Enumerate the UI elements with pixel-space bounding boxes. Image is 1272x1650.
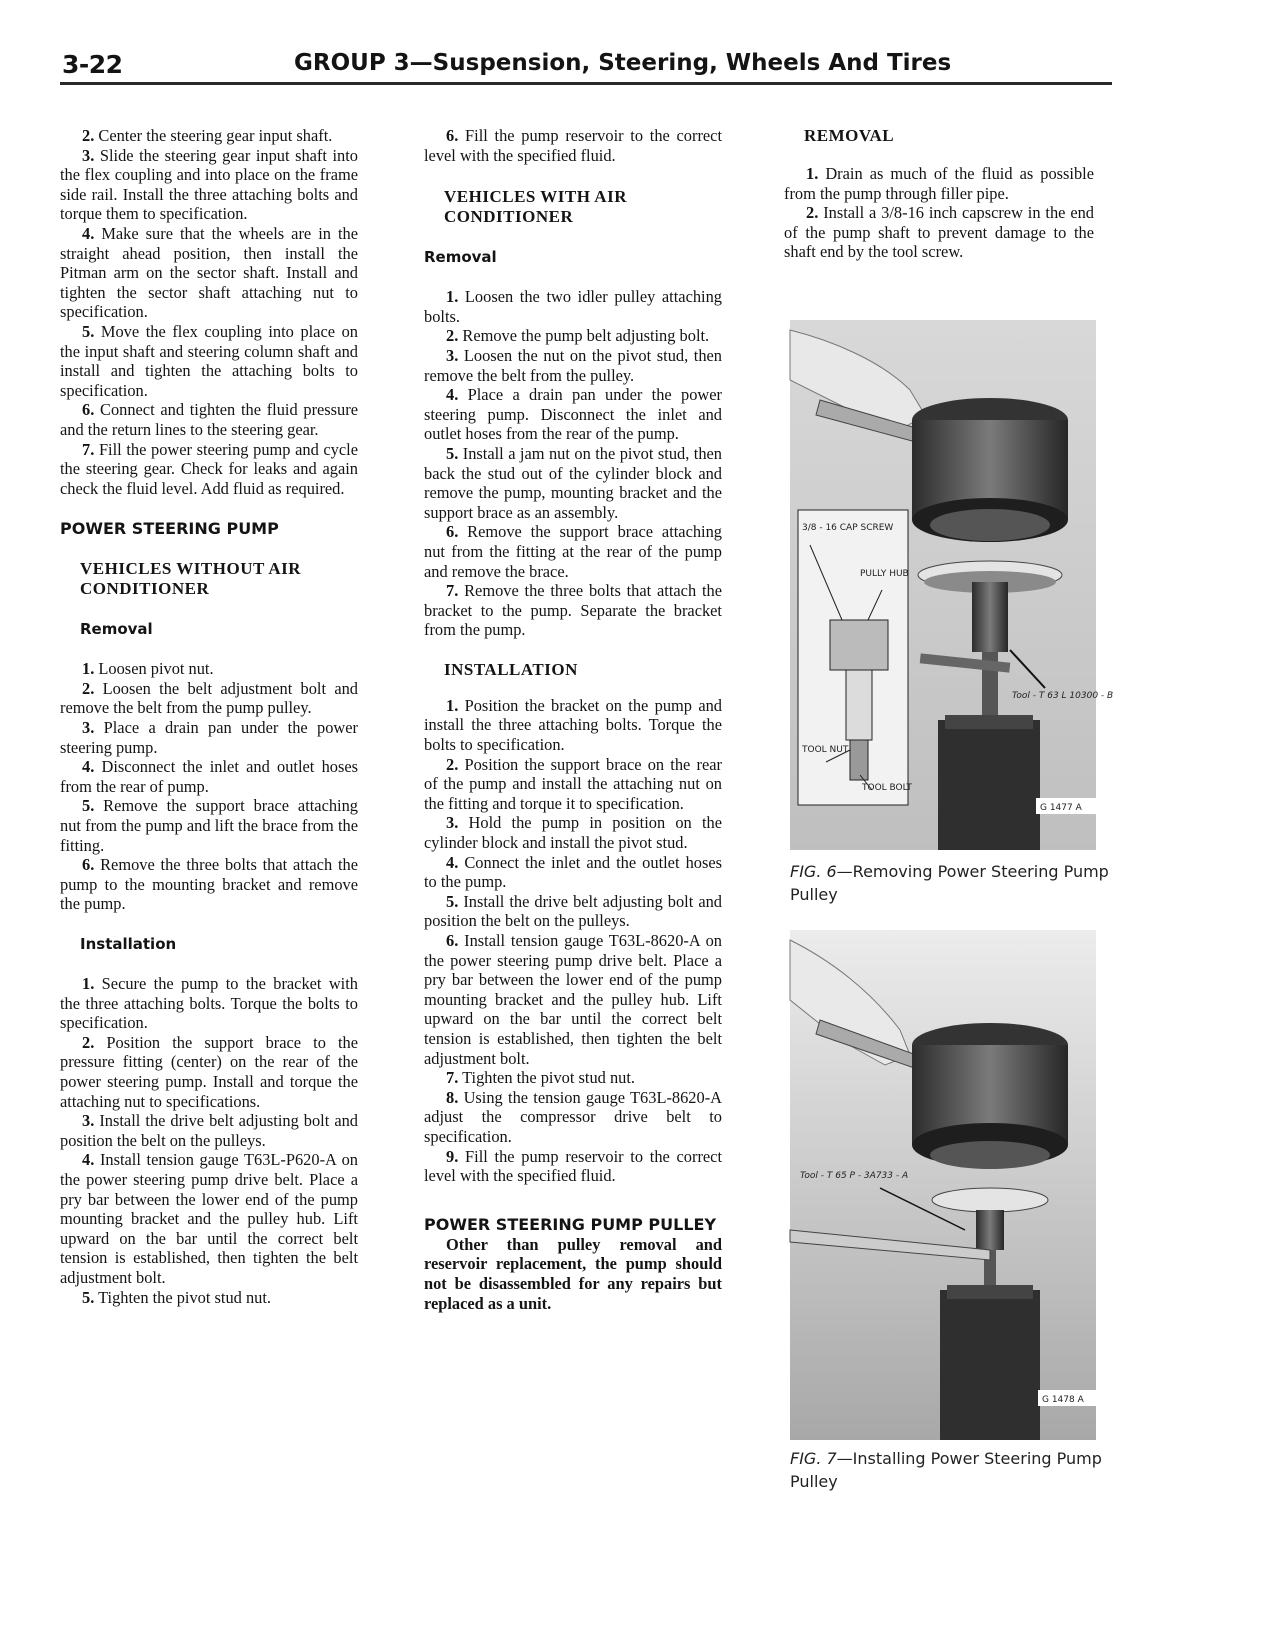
step-item bbox=[424, 755, 722, 814]
tool-bolt-label: TOOL BOLT bbox=[862, 783, 912, 793]
column-1 bbox=[60, 126, 358, 1307]
step-number: 3. bbox=[82, 718, 95, 738]
step-text: Install tension gauge T63L-P620-A on the power steering pump drive belt. Place a pry bar between the lower end of the pump mounting bracket and the pulley hub. Lift upward on the bar until the correct belt tension is established, then tighten the belt adjustment bolt. bbox=[60, 1150, 358, 1287]
step-text: Install the drive belt adjusting bolt and position the belt on the pulleys. bbox=[424, 891, 722, 931]
step-item bbox=[60, 1288, 358, 1308]
step-item bbox=[60, 146, 358, 224]
step-text: Install a 3/8-16 inch capscrew in the end of the pump shaft to prevent damage to the shaft end by the tool screw. bbox=[784, 203, 1094, 262]
step-item bbox=[60, 1150, 358, 1287]
step-item bbox=[424, 853, 722, 892]
installation-steps bbox=[60, 974, 358, 1307]
step-number: 3. bbox=[446, 813, 459, 833]
step-item bbox=[424, 385, 722, 444]
step-number: 1. bbox=[446, 287, 459, 307]
step-number: 6. bbox=[446, 126, 459, 145]
figure-7-caption-text: —Installing Power Steering Pump Pulley bbox=[790, 1449, 1102, 1491]
figure-7-caption bbox=[790, 1447, 1110, 1493]
removal-heading: Removal bbox=[80, 620, 153, 639]
step-item bbox=[60, 400, 358, 439]
step-text: Drain as much of the fluid as possible from the pump through filler pipe. bbox=[784, 164, 1094, 203]
step-text: Remove the three bolts that attach the bracket to the pump. Separate the bracket from the pump. bbox=[424, 581, 722, 640]
step-number: 3. bbox=[82, 145, 95, 165]
step-text: Secure the pump to the bracket with the three attaching bolts. Torque the bolts to specification. bbox=[60, 974, 358, 1033]
step-text: Slide the steering gear input shaft into the flex coupling and into place on the frame side rail. Install the three attaching bolts and torque them to specification. bbox=[60, 145, 358, 224]
step-item bbox=[424, 346, 722, 385]
step-number: 5. bbox=[82, 1287, 95, 1307]
step-text: Remove the support brace attaching nut from the fitting at the rear of the pump and remove the brace. bbox=[424, 522, 722, 581]
step-text: Make sure that the wheels are in the straight ahead position, then install the Pitman arm on the sector shaft. Install and tighten the sector shaft attaching nut to specification. bbox=[60, 223, 358, 322]
step-item bbox=[424, 1068, 722, 1088]
step-item bbox=[60, 974, 358, 1033]
step-number: 9. bbox=[446, 1146, 459, 1166]
step-number: 4. bbox=[446, 852, 459, 872]
step-number: 3. bbox=[82, 1111, 95, 1131]
section-title-power-steering-pump: POWER STEERING PUMP bbox=[60, 519, 279, 539]
subsection-title-with-ac: VEHICLES WITH AIR CONDITIONER bbox=[444, 187, 627, 227]
step-number: 5. bbox=[446, 891, 459, 911]
step-item bbox=[424, 892, 722, 931]
step-item bbox=[424, 326, 722, 346]
step-item bbox=[60, 322, 358, 400]
step-number: 2. bbox=[446, 326, 459, 346]
step-item bbox=[60, 1033, 358, 1111]
step-number: 1. bbox=[82, 659, 95, 679]
step-item bbox=[60, 796, 358, 855]
tool-code-label: Tool - T 63 L 10300 - B bbox=[1012, 691, 1114, 701]
column-2 bbox=[424, 126, 722, 1313]
step-number: 4. bbox=[446, 385, 459, 405]
removal-title: REMOVAL bbox=[804, 126, 895, 145]
step-number: 2. bbox=[82, 126, 95, 145]
step-number: 2. bbox=[82, 678, 95, 698]
header-rule bbox=[60, 82, 1112, 85]
installation-steps bbox=[424, 696, 722, 1186]
step-text: Disconnect the inlet and outlet hoses from the rear of pump. bbox=[60, 757, 358, 796]
step-number: 5. bbox=[82, 796, 95, 816]
removal-steps bbox=[60, 659, 358, 914]
subsection-title-without-ac: VEHICLES WITHOUT AIR CONDITIONER bbox=[80, 559, 301, 599]
step-text: Loosen the belt adjustment bolt and remove the belt from the pump pulley. bbox=[60, 678, 358, 718]
step-item bbox=[424, 522, 722, 581]
step-number: 4. bbox=[82, 223, 95, 243]
removal-heading: Removal bbox=[424, 248, 497, 267]
figure-6-label: FIG. 6 bbox=[790, 862, 837, 881]
step-number: 7. bbox=[446, 581, 459, 601]
step-text: Install the drive belt adjusting bolt and position the belt on the pulleys. bbox=[60, 1111, 358, 1150]
section-title-pump-pulley: POWER STEERING PUMP PULLEY bbox=[424, 1214, 717, 1234]
step-text: Fill the pump reservoir to the correct level with the specified fluid. bbox=[424, 126, 723, 165]
step-number: 4. bbox=[82, 1150, 95, 1170]
step-number: 4. bbox=[82, 757, 95, 777]
step-item bbox=[60, 659, 358, 679]
step-number: 6. bbox=[446, 931, 459, 950]
pulley-hub-label: PULLY HUB bbox=[860, 569, 909, 579]
step-item bbox=[424, 444, 722, 522]
step-text: Place a drain pan under the power steering pump. Disconnect the inlet and outlet hoses from the rear of the pump. bbox=[424, 385, 722, 444]
column-3 bbox=[784, 126, 1094, 262]
step-number: 6. bbox=[82, 400, 95, 420]
installation-title: INSTALLATION bbox=[444, 659, 578, 679]
step-text: Remove the pump belt adjusting bolt. bbox=[462, 326, 710, 346]
step-item bbox=[424, 287, 722, 326]
page-number: 3-22 bbox=[62, 50, 123, 79]
step-number: 8. bbox=[446, 1087, 459, 1107]
step-text: Place a drain pan under the power steering pump. bbox=[60, 718, 358, 757]
step-item bbox=[424, 931, 722, 1068]
step-text: Install tension gauge T63L-8620-A on the power steering pump drive belt. Place a pry bar between the lower end of the pump mounting bracket and the pulley hub. Lift upward on the bar until the correct belt tension is established, then tighten the belt adjustment bolt. bbox=[424, 931, 722, 1068]
step-item bbox=[424, 126, 722, 165]
step-text: Center the steering gear input shaft. bbox=[98, 126, 333, 145]
step-number: 5. bbox=[446, 443, 459, 463]
step-text: Move the flex coupling into place on the input shaft and steering column shaft and install and tighten the attaching bolts to specification. bbox=[60, 321, 358, 400]
page-header bbox=[62, 44, 1112, 84]
pulley-note: Other than pulley removal and reservoir replacement, the pump should not be disassembled for any repairs but replaced as a unit. bbox=[424, 1234, 722, 1313]
step-number: 1. bbox=[82, 974, 95, 993]
step-text: Fill the power steering pump and cycle the steering gear. Check for leaks and again check the fluid level. Add fluid as required. bbox=[60, 439, 358, 498]
step-item bbox=[60, 224, 358, 322]
step-number: 2. bbox=[806, 203, 819, 223]
step-text: Hold the pump in position on the cylinder block and install the pivot stud. bbox=[424, 813, 722, 853]
step-item bbox=[424, 696, 722, 755]
removal-steps bbox=[424, 287, 722, 640]
cap-screw-label: 3/8 - 16 CAP SCREW bbox=[802, 523, 894, 533]
step-text: Position the support brace on the rear of the pump and install the attaching nut on the fitting and torque it to specification. bbox=[424, 754, 722, 813]
step-item bbox=[424, 813, 722, 852]
page-title: GROUP 3—Suspension, Steering, Wheels And Tires bbox=[294, 50, 952, 76]
step-number: 7. bbox=[82, 439, 95, 459]
step-number: 6. bbox=[82, 855, 95, 875]
figure-6-caption-text: —Removing Power Steering Pump Pulley bbox=[790, 862, 1109, 904]
intro-steps bbox=[424, 126, 722, 165]
step-text: Install a jam nut on the pivot stud, then back the stud out of the cylinder block and remove the pump, mounting bracket and the support brace as an assembly. bbox=[424, 443, 722, 522]
step-text: Position the bracket on the pump and install the three attaching bolts. Torque the bolts to specification. bbox=[424, 695, 722, 755]
step-number: 7. bbox=[446, 1068, 459, 1088]
step-item bbox=[424, 581, 722, 640]
step-text: Remove the three bolts that attach the pump to the mounting bracket and remove the pump. bbox=[60, 855, 358, 914]
plate-code-label: G 1477 A bbox=[1040, 803, 1082, 813]
figure-6-photo bbox=[790, 320, 1114, 850]
tool-nut-label: TOOL NUT bbox=[802, 745, 849, 755]
tool-code-label: Tool - T 65 P - 3A733 - A bbox=[800, 1171, 909, 1181]
step-item bbox=[60, 1111, 358, 1150]
step-text: Tighten the pivot stud nut. bbox=[98, 1287, 271, 1307]
step-number: 2. bbox=[82, 1032, 95, 1052]
step-item bbox=[784, 203, 1094, 262]
figure-7-photo bbox=[790, 930, 1096, 1440]
step-text: Remove the support brace attaching nut from the pump and lift the brace from the fitting. bbox=[60, 796, 358, 855]
step-number: 1. bbox=[806, 164, 819, 183]
installation-heading: Installation bbox=[80, 935, 177, 953]
figure-7-label: FIG. 7 bbox=[790, 1449, 837, 1468]
step-number: 2. bbox=[446, 754, 459, 774]
step-text: Position the support brace to the pressure fitting (center) on the rear of the power steering pump. Install and torque the attaching nut to specifications. bbox=[60, 1032, 358, 1111]
step-number: 5. bbox=[82, 321, 95, 341]
step-item bbox=[60, 679, 358, 718]
removal-steps bbox=[784, 164, 1094, 262]
step-item bbox=[60, 855, 358, 914]
step-item bbox=[60, 757, 358, 796]
step-text: Connect and tighten the fluid pressure and the return lines to the steering gear. bbox=[60, 400, 358, 439]
step-item bbox=[424, 1147, 722, 1186]
step-item bbox=[60, 718, 358, 757]
plate-code-label: G 1478 A bbox=[1042, 1395, 1084, 1405]
intro-steps bbox=[60, 126, 358, 498]
step-item bbox=[60, 440, 358, 499]
step-text: Using the tension gauge T63L-8620-A adjust the compressor drive belt to specification. bbox=[424, 1087, 722, 1146]
step-text: Tighten the pivot stud nut. bbox=[462, 1068, 635, 1088]
step-text: Fill the pump reservoir to the correct level with the specified fluid. bbox=[424, 1146, 723, 1186]
step-text: Loosen the nut on the pivot stud, then remove the belt from the pulley. bbox=[424, 345, 722, 385]
step-text: Loosen pivot nut. bbox=[98, 659, 214, 679]
step-text: Loosen the two idler pulley attaching bolts. bbox=[424, 287, 722, 326]
step-item bbox=[60, 126, 358, 146]
step-number: 3. bbox=[446, 345, 459, 365]
figure-6-caption bbox=[790, 860, 1110, 906]
step-number: 1. bbox=[446, 695, 459, 715]
step-item bbox=[784, 164, 1094, 203]
step-number: 6. bbox=[446, 522, 459, 542]
step-text: Connect the inlet and the outlet hoses to the pump. bbox=[424, 852, 722, 892]
step-item bbox=[424, 1088, 722, 1147]
